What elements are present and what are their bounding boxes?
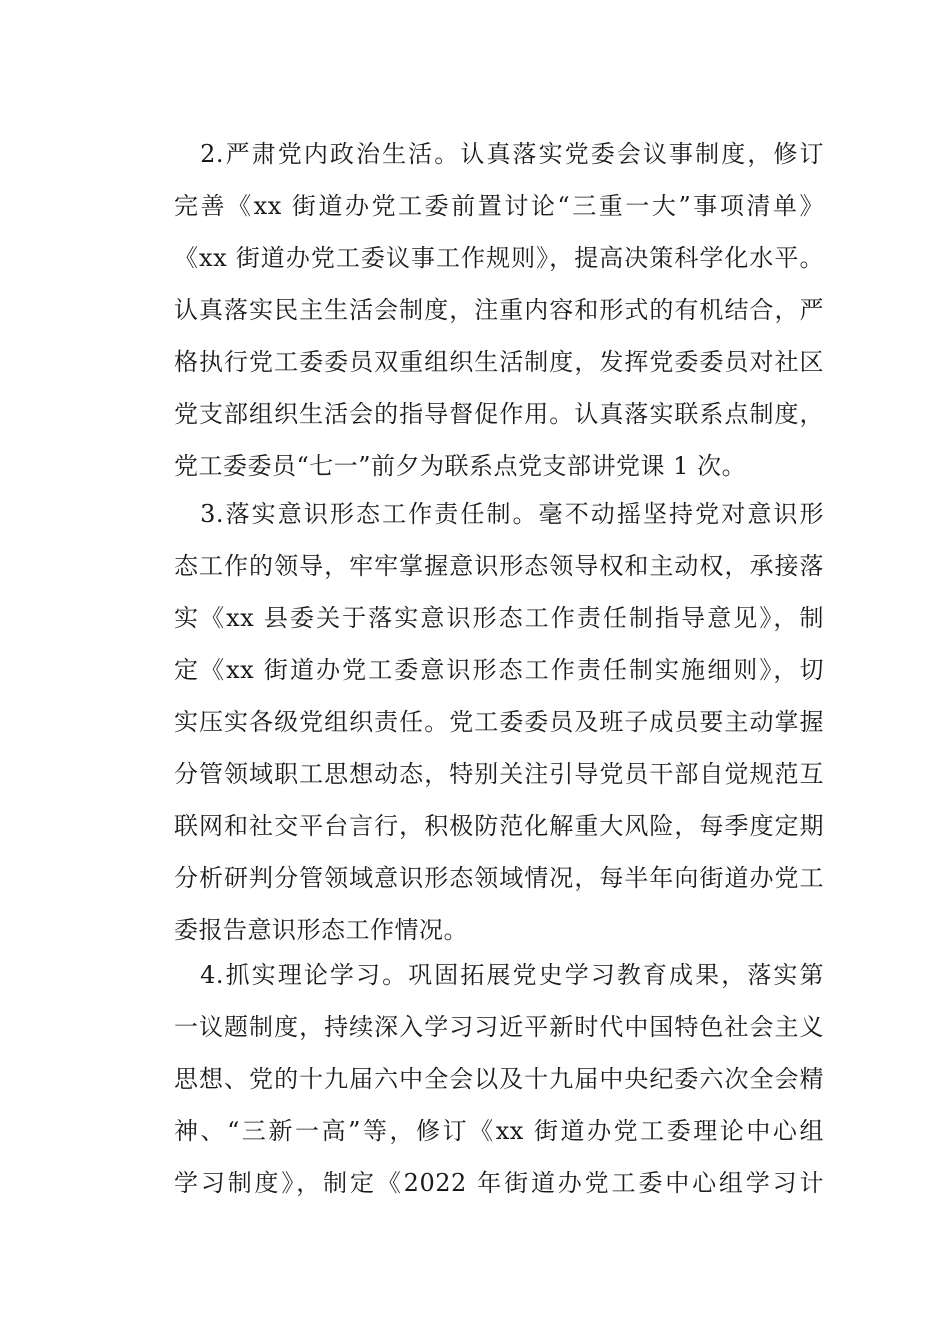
paragraph-line: 完善《xx 街道办党工委前置讨论“三重一大”事项清单》: [174, 192, 824, 220]
paragraph-line: 格执行党工委委员双重组织生活制度，发挥党委委员对社区: [174, 348, 824, 376]
paragraph-line: 认真落实民主生活会制度，注重内容和形式的有机结合，严: [174, 296, 824, 324]
paragraph-line: 分管领域职工思想动态，特别关注引导党员干部自觉规范互: [174, 760, 824, 788]
paragraph-line: 一议题制度，持续深入学习习近平新时代中国特色社会主义: [174, 1013, 824, 1041]
paragraph-line: 3.落实意识形态工作责任制。毫不动摇坚持党对意识形: [174, 500, 824, 528]
paragraph-line: 学习制度》，制定《2022 年街道办党工委中心组学习计: [174, 1169, 824, 1197]
paragraph-line: 分析研判分管领域意识形态领域情况，每半年向街道办党工: [174, 864, 824, 892]
paragraph-2: [174, 128, 824, 492]
paragraph-line: 思想、党的十九届六中全会以及十九届中央纪委六次全会精: [174, 1065, 824, 1093]
paragraph-line: 委报告意识形态工作情况。: [174, 916, 468, 944]
paragraph-line: 联网和社交平台言行，积极防范化解重大风险，每季度定期: [174, 812, 824, 840]
paragraph-line: 2.严肃党内政治生活。认真落实党委会议事制度，修订: [174, 140, 824, 168]
paragraph-line: 4.抓实理论学习。巩固拓展党史学习教育成果，落实第: [174, 961, 824, 989]
paragraph-4: [174, 949, 824, 1209]
paragraph-line: 态工作的领导，牢牢掌握意识形态领导权和主动权，承接落: [174, 552, 824, 580]
paragraph-line: 定《xx 街道办党工委意识形态工作责任制实施细则》，切: [174, 656, 824, 684]
paragraph-3: [174, 488, 824, 956]
paragraph-line: 实《xx 县委关于落实意识形态工作责任制指导意见》，制: [174, 604, 824, 632]
paragraph-line: 实压实各级党组织责任。党工委委员及班子成员要主动掌握: [174, 708, 824, 736]
paragraph-line: 党工委委员“七一”前夕为联系点党支部讲党课 1 次。: [174, 452, 747, 480]
paragraph-line: 神、“三新一高”等，修订《xx 街道办党工委理论中心组: [174, 1117, 824, 1145]
paragraph-line: 《xx 街道办党工委议事工作规则》，提高决策科学化水平。: [174, 244, 824, 272]
paragraph-line: 党支部组织生活会的指导督促作用。认真落实联系点制度，: [174, 400, 824, 428]
